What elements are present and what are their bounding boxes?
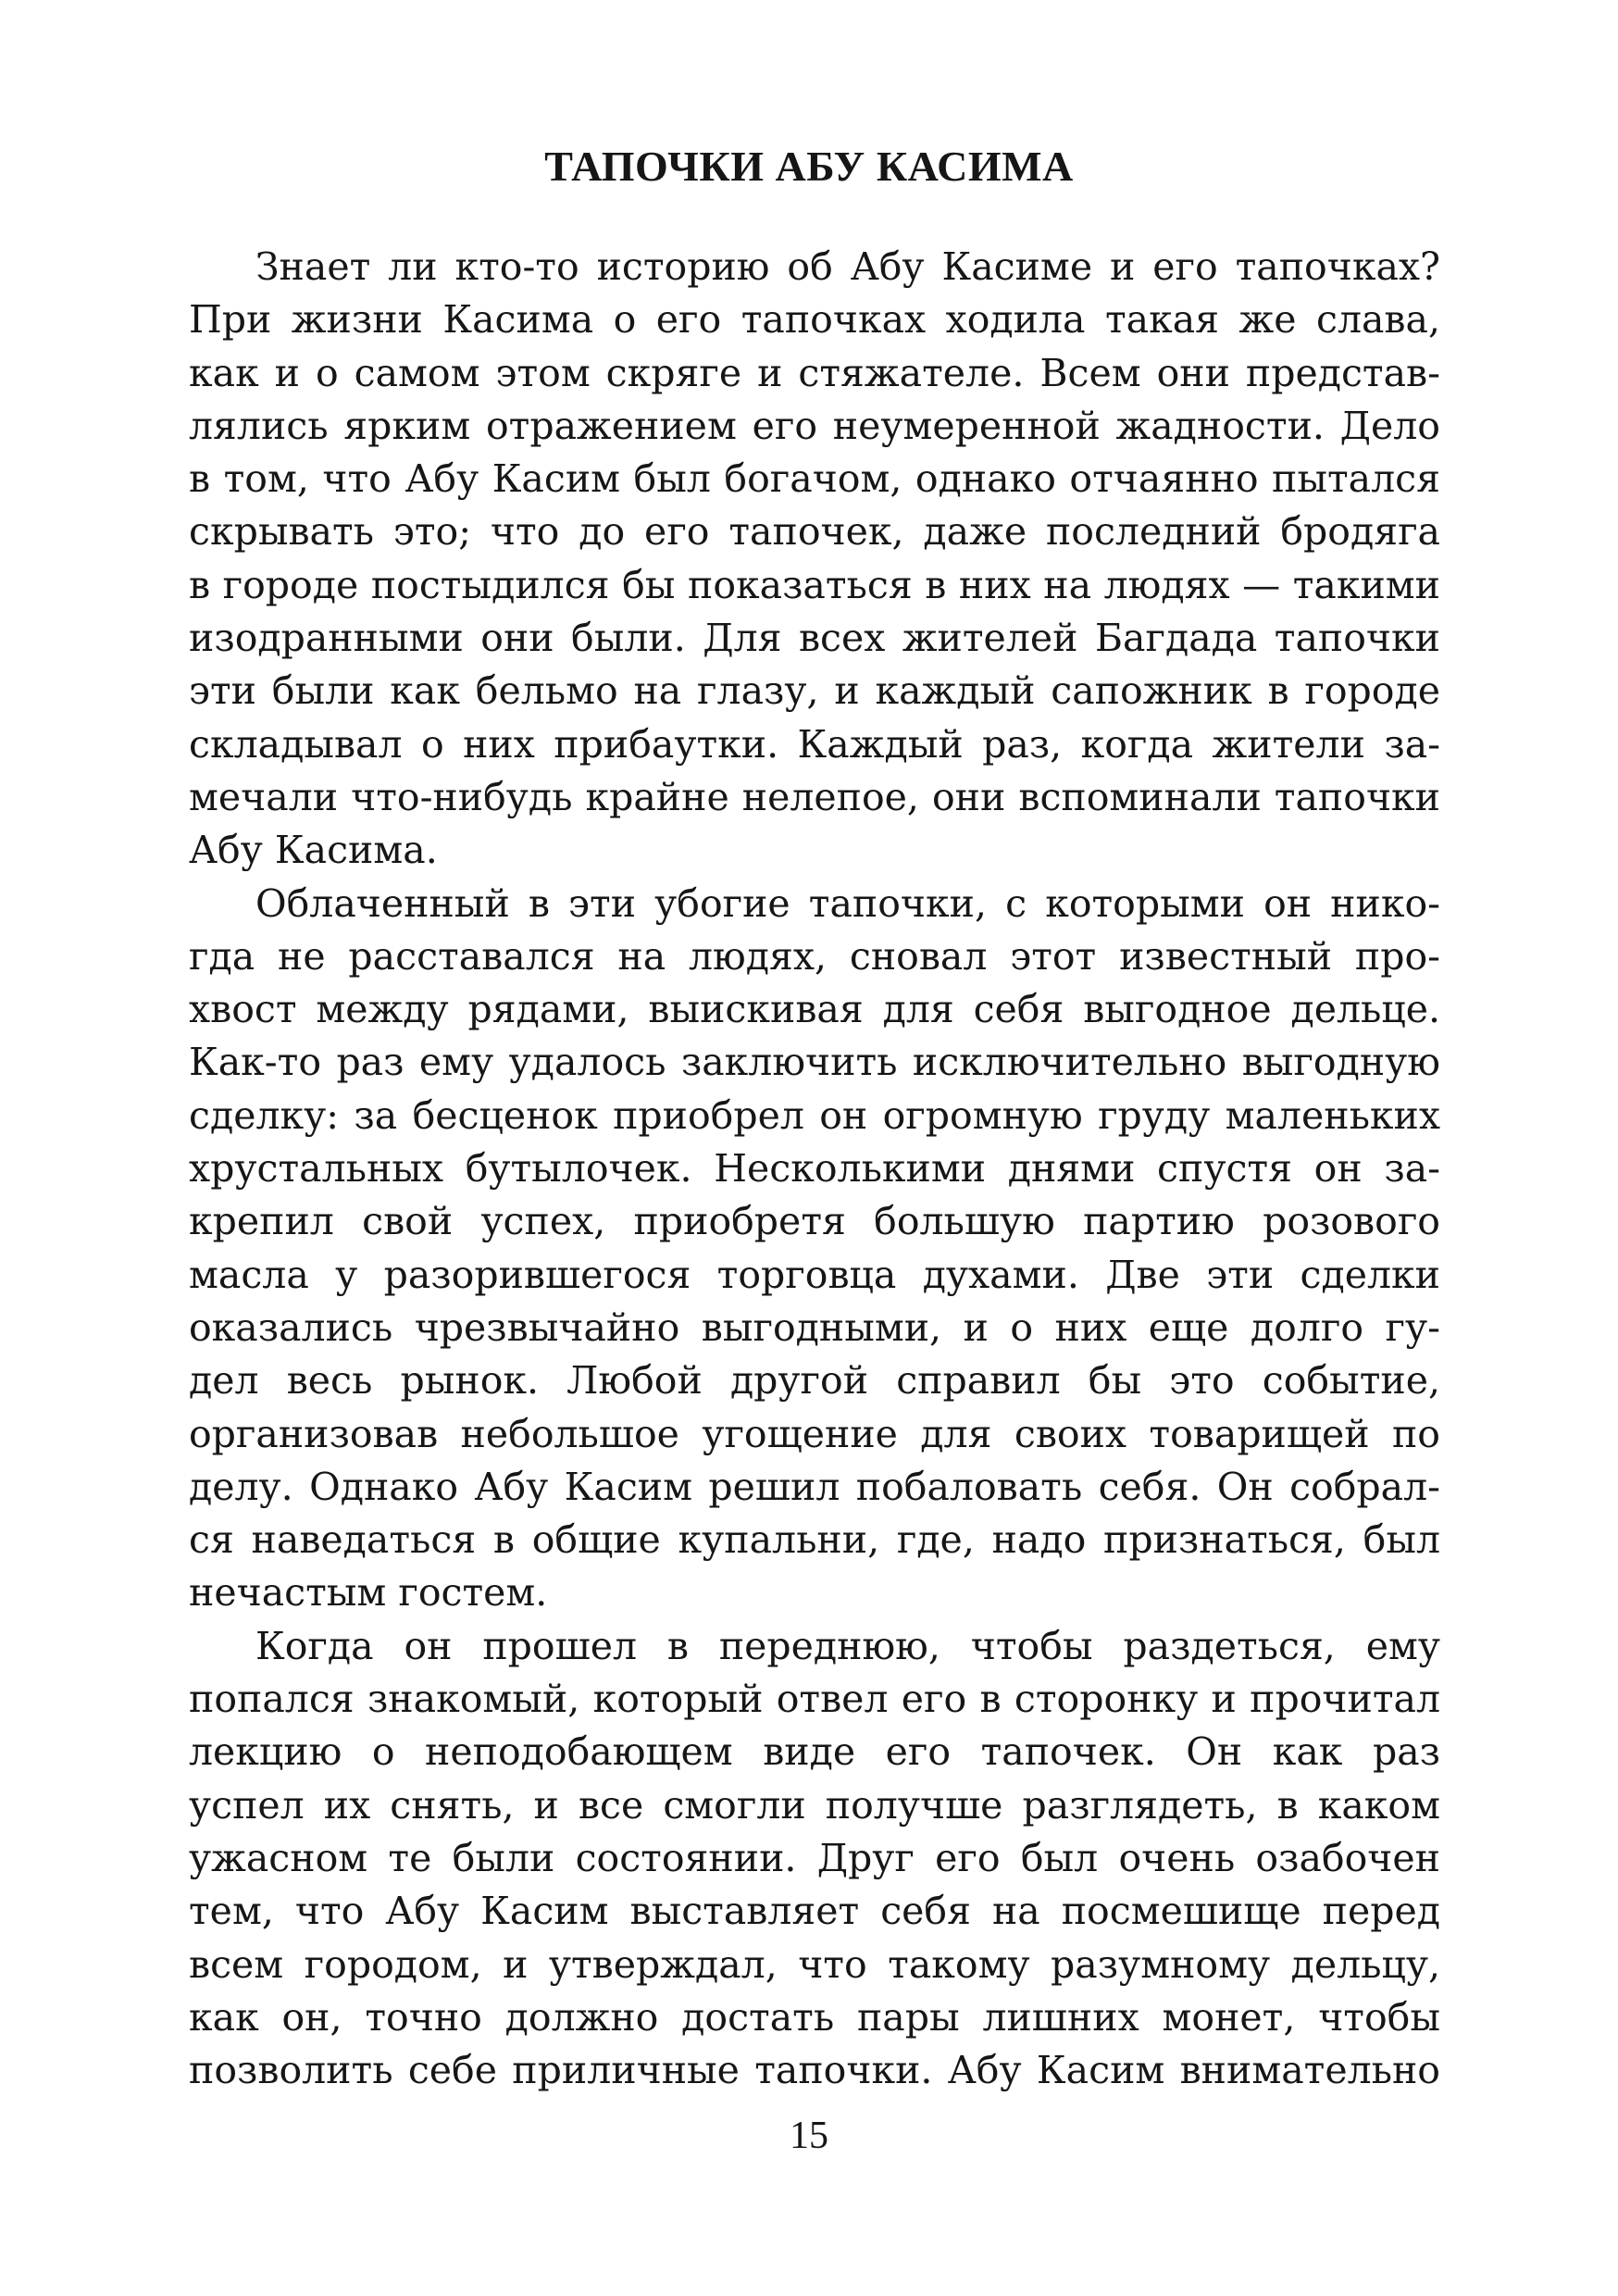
text-line: организовав небольшое угощение для своих товарищей по — [189, 1411, 1440, 1456]
text-line: в том, что Абу Касим был богачом, однако отчаянно пытался — [189, 456, 1440, 502]
text-line: складывал о них прибаутки. Каждый раз, когда жители за- — [189, 721, 1440, 767]
text-line: гда не расставался на людях, сновал этот известный про- — [189, 933, 1440, 979]
body-text — [189, 241, 1440, 2097]
text-line: в городе постыдился бы показаться в них на людях — такими — [189, 562, 1440, 607]
text-line: Облаченный в эти убогие тапочки, с которыми он нико- — [255, 880, 1440, 926]
text-line: как он, точно должно достать пары лишних монет, чтобы — [189, 1994, 1440, 2040]
text-line: оказались чрезвычайно выгодными, и о них еще долго гу- — [189, 1304, 1440, 1350]
text-line: Как-то раз ему удалось заключить исключительно выгодную — [189, 1040, 1440, 1085]
text-line: всем городом, и утверждал, что такому разумному дельцу, — [189, 1941, 1440, 1987]
text-line: При жизни Касима о его тапочках ходила такая же слава, — [189, 297, 1440, 343]
text-line: мечали что-нибудь крайне нелепое, они вспоминали тапочки — [189, 774, 1440, 819]
text-line: Знает ли кто-то историю об Абу Касиме и его тапочках? — [255, 244, 1440, 289]
text-line: скрывать это; что до его тапочек, даже последний бродяга — [189, 509, 1440, 555]
text-line: ся наведаться в общие купальни, где, надо признаться, был — [189, 1517, 1440, 1563]
text-line: попался знакомый, который отвел его в сторонку и прочитал — [189, 1677, 1440, 1722]
chapter-title: ТАПОЧКИ АБУ КАСИМА — [544, 143, 1074, 190]
text-line: крепил свой успех, приобретя большую партию розового — [189, 1199, 1440, 1244]
text-line: лялись ярким отражением его неумеренной жадности. Дело — [189, 403, 1440, 448]
text-line: ужасном те были состоянии. Друг его был очень озабочен — [189, 1835, 1440, 1880]
text-line: дел весь рынок. Любой другой справил бы это событие, — [189, 1358, 1440, 1404]
text-line: изодранными они были. Для всех жителей Багдада тапочки — [189, 616, 1440, 661]
text-line: Абу Касима. — [189, 828, 438, 873]
text-line: позволить себе приличные тапочки. Абу Касим внимательно — [189, 2048, 1440, 2093]
text-line: нечастым гостем. — [189, 1570, 548, 1616]
text-line: Когда он прошел в переднюю, чтобы раздеться, ему — [255, 1623, 1440, 1668]
text-line: хвост между рядами, выискивая для себя выгодное дельце. — [189, 987, 1440, 1032]
text-line: масла у разорившегося торговца духами. Две эти сделки — [189, 1252, 1440, 1297]
text-line: лекцию о неподобающем виде его тапочек. Он как раз — [189, 1729, 1440, 1775]
text-line: делу. Однако Абу Касим решил побаловать себя. Он собрал- — [189, 1464, 1440, 1509]
page-number: 15 — [790, 2115, 828, 2157]
text-line: хрустальных бутылочек. Несколькими днями спустя он за- — [189, 1146, 1440, 1192]
text-line: тем, что Абу Касим выставляет себя на посмешище перед — [189, 1889, 1440, 1934]
text-line: сделку: за бесценок приобрел он огромную груду маленьких — [189, 1092, 1440, 1138]
text-line: успел их снять, и все смогли получше разглядеть, в каком — [189, 1782, 1440, 1828]
text-line: как и о самом этом скряге и стяжателе. Всем они представ- — [189, 350, 1440, 395]
text-line: эти были как бельмо на глазу, и каждый сапожник в городе — [189, 668, 1440, 714]
